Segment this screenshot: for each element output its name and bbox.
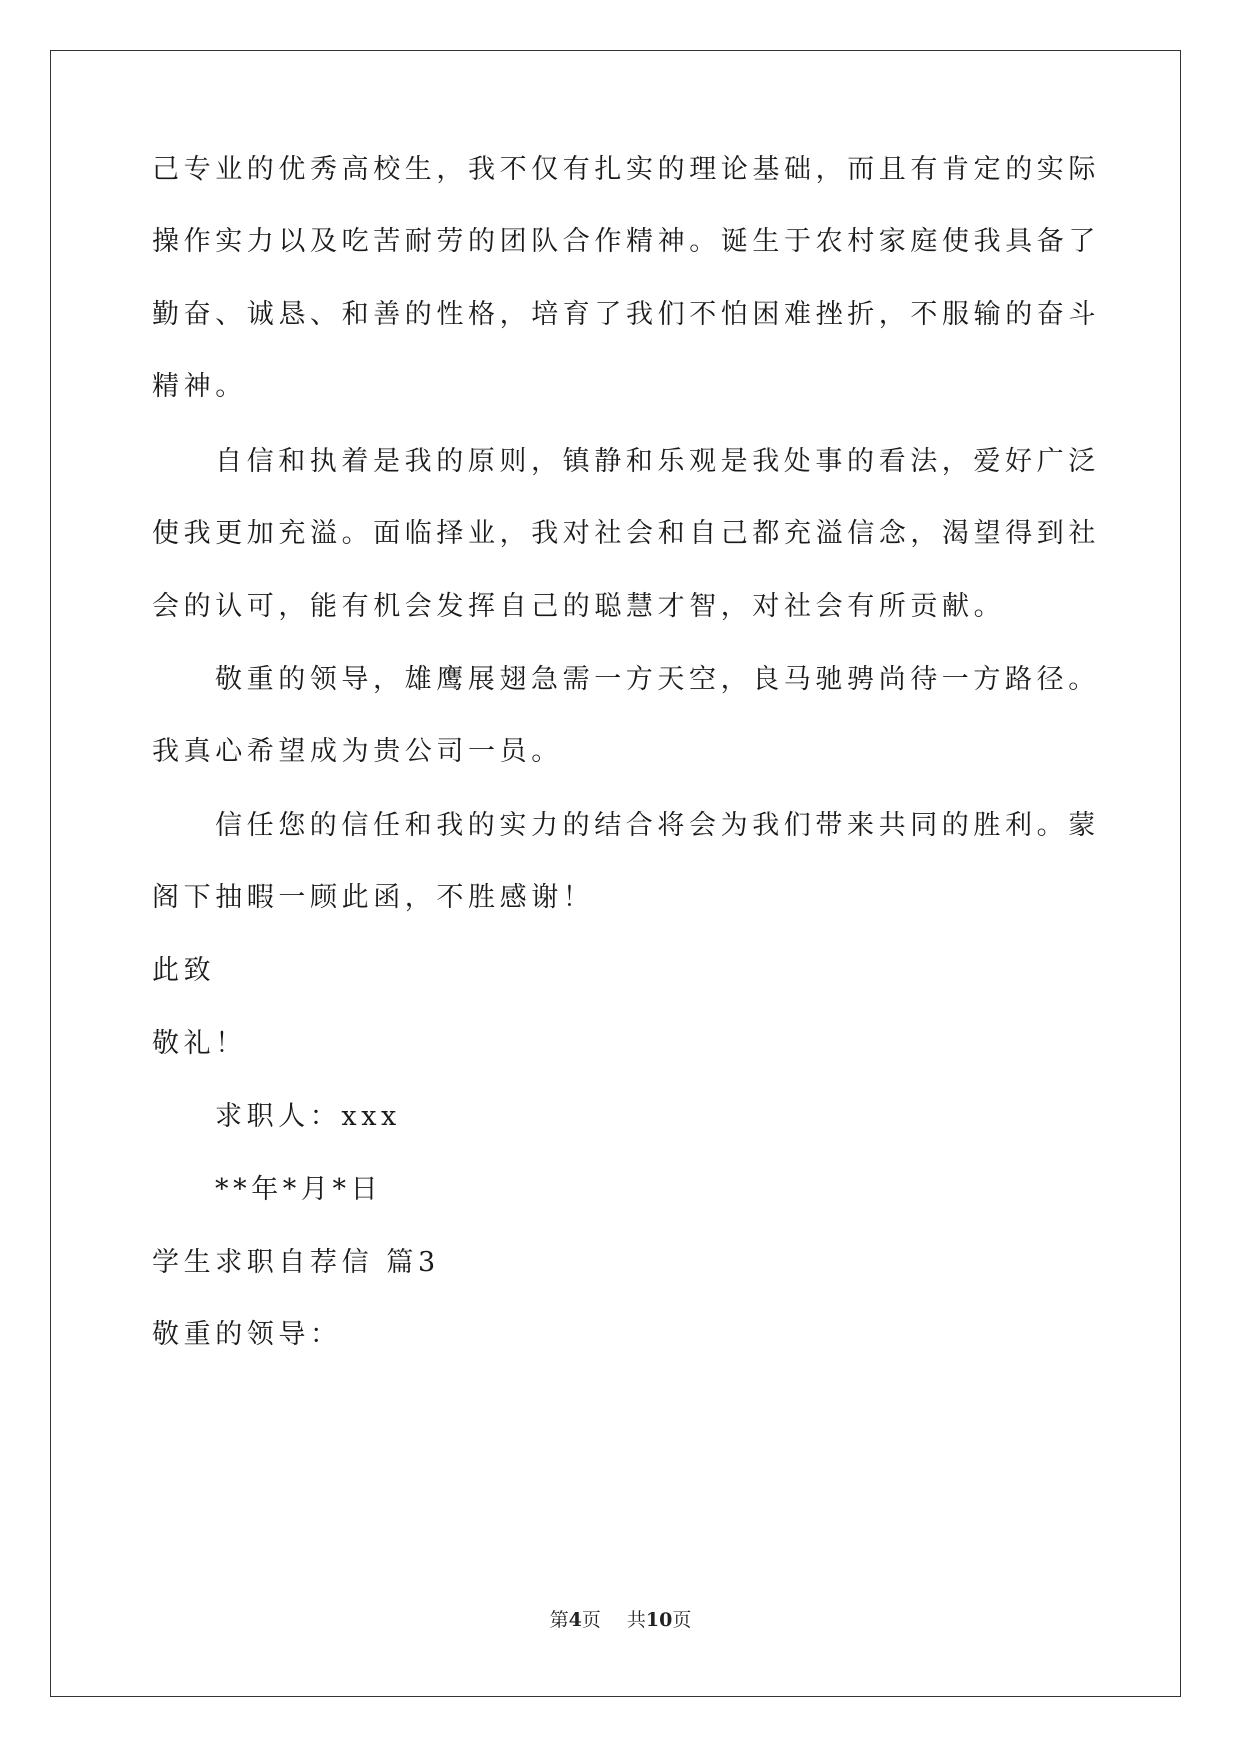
- page-footer: [0, 1605, 1241, 1635]
- paragraph-line: 敬重的领导，雄鹰展翅急需一方天空，良马驰骋尚待一方路径。: [215, 664, 1100, 695]
- footer-prefix: 第: [549, 1609, 569, 1631]
- signature-applicant: 求职人：xxx: [215, 1101, 401, 1132]
- signature-date: **年*月*日: [215, 1174, 383, 1205]
- footer-page-number: 4: [568, 1609, 582, 1631]
- paragraph-line: 我真心希望成为贵公司一员。: [152, 736, 563, 767]
- paragraph-line: 操作实力以及吃苦耐劳的团队合作精神。诞生于农村家庭使我具备了: [152, 226, 1100, 257]
- footer-total-suffix: 页: [672, 1609, 692, 1631]
- paragraph-line: 阁下抽暇一顾此函，不胜感谢！: [152, 882, 595, 913]
- paragraph-line: 自信和执着是我的原则，镇静和乐观是我处事的看法，爱好广泛: [215, 446, 1100, 477]
- paragraph-line: 勤奋、诚恳、和善的性格，培育了我们不怕困难挫折，不服输的奋斗: [152, 299, 1100, 330]
- paragraph-line: 己专业的优秀高校生，我不仅有扎实的理论基础，而且有肯定的实际: [152, 154, 1100, 185]
- paragraph-line: 会的认可，能有机会发挥自己的聪慧才智，对社会有所贡献。: [152, 591, 1006, 622]
- footer-total-prefix: 共: [626, 1609, 646, 1631]
- footer-total-pages: 10: [645, 1609, 673, 1631]
- section-heading: 学生求职自荐信 篇3: [152, 1247, 440, 1278]
- salutation-end: 敬礼！: [152, 1028, 247, 1059]
- paragraph-line: 使我更加充溢。面临择业，我对社会和自己都充溢信念，渴望得到社: [152, 518, 1100, 549]
- paragraph-line: 精神。: [152, 371, 247, 402]
- paragraph-line: 信任您的信任和我的实力的结合将会为我们带来共同的胜利。蒙: [215, 810, 1100, 841]
- closing-phrase: 此致: [152, 955, 216, 986]
- greeting: 敬重的领导：: [152, 1319, 342, 1350]
- footer-page-suffix: 页: [581, 1609, 601, 1631]
